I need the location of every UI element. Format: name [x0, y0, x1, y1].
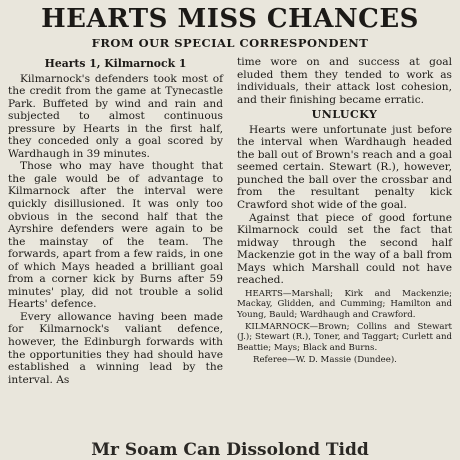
headline: HEARTS MISS CHANCES [41, 4, 419, 34]
score-line: Hearts 1, Kilmarnock 1 [44, 57, 187, 70]
paragraph: time wore on and success at goal eluded them they tended to work as individuals, their attack lost cohesion, and their finishing became erratic. [237, 56, 452, 106]
article-columns [8, 56, 452, 386]
paragraph: Kilmarnock's defenders took most of the credit from the game at Tynecastle Park. Buffeted by wind and rain and subjected to almost continuous pressure by Hearts in the first half, they conceded only a goal scored by Wardhaugh in 39 minutes. [8, 72, 223, 160]
paragraph: Those who may have thought that the gale would be of advantage to Kilmarnock after the interval were quickly disillusioned. It was only too obvious in the second half that the Ayrshire defenders were again to be the mainstay of the team. The forwards, apart from a few raids, in one of which Mays headed a brilliant goal from a corner kick by Burns after 59 minutes' play, did not trouble a solid Hearts' defence. [8, 160, 223, 311]
referee-line: Referee—W. D. Massie (Dundee). [253, 355, 397, 366]
cut-off-headline: Mr Soam Can Dissolond Tidd [91, 440, 369, 460]
byline: FROM OUR SPECIAL CORRESPONDENT [91, 36, 369, 50]
column-right [237, 56, 452, 386]
column-left [8, 56, 223, 386]
subheading-unlucky: UNLUCKY [311, 108, 378, 122]
paragraph: Hearts were unfortunate just before the interval when Wardhaugh headed the ball out of Brown's reach and a goal seemed certain. Stewart (R.), however, punched the ball over the crossbar and from the resultant penalty kick Crawford shot wide of the goal. [237, 123, 452, 212]
paragraph: Against that piece of good fortune Kilmarnock could set the fact that midway through the second half Mackenzie got in the way of a ball from Mays which Marshall could not have reached. [237, 211, 452, 287]
lineup-hearts: HEARTS—Marshall; Kirk and Mackenzie; Mackay, Glidden, and Cumming; Hamilton and Young, Bauld; Wardhaugh and Crawford. [237, 288, 452, 321]
team-lineups [237, 289, 452, 354]
lineup-kilmarnock: KILMARNOCK—Brown; Collins and Stewart (J.); Stewart (R.), Toner, and Taggart; Curlett and Beattie; Mays; Black and Burns. [237, 321, 452, 353]
paragraph: Every allowance having been made for Kilmarnock's valiant defence, however, the Edinburgh forwards with the opportunities they had should have established a winning lead by the interval. As [8, 310, 223, 386]
